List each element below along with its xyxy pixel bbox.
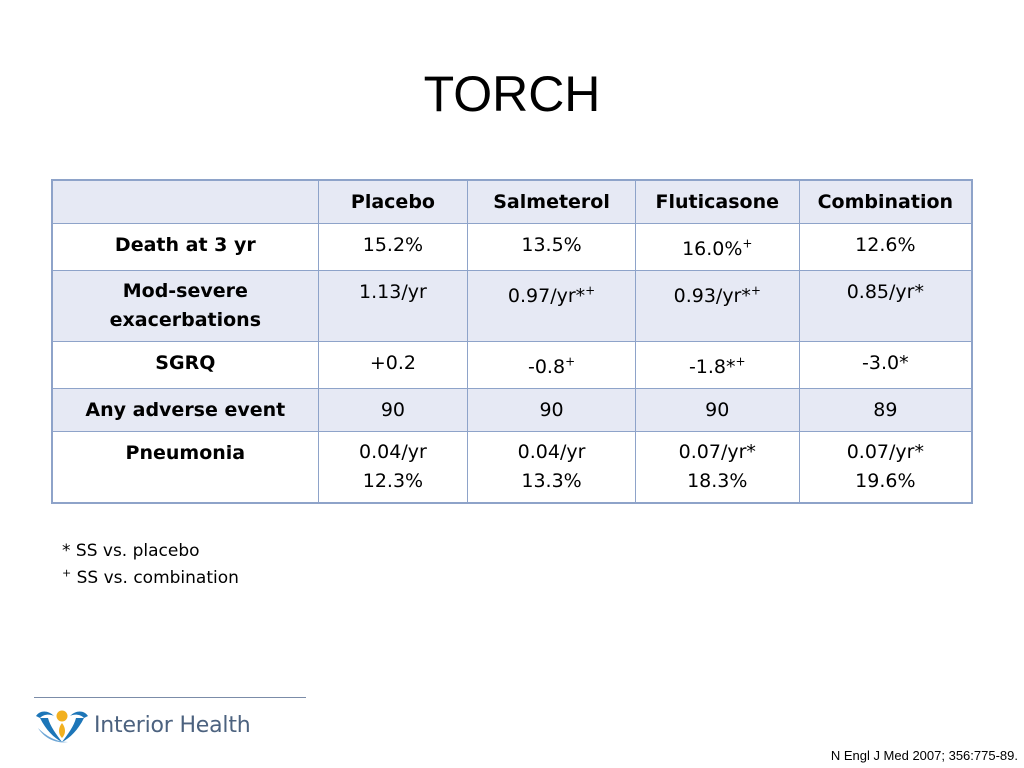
footnotes — [62, 538, 239, 592]
cell-value: -0.8 — [527, 356, 566, 378]
table-cell — [318, 271, 468, 342]
cell-line: 0.04/yr — [517, 441, 586, 463]
row-label-line: Mod-severe — [122, 280, 248, 302]
cell-value: 1.13/yr — [359, 281, 427, 303]
table-cell: 90 — [318, 389, 468, 432]
interior-health-logo-icon — [34, 704, 90, 746]
significance-mark: + — [735, 354, 746, 369]
cell-line: 0.04/yr — [359, 441, 427, 463]
table-cell — [468, 342, 636, 389]
header-placebo: Placebo — [318, 180, 468, 224]
table-cell — [635, 271, 799, 342]
table-cell — [468, 432, 636, 504]
cell-line: 12.3% — [362, 470, 424, 492]
table-header-row — [52, 180, 972, 224]
row-label-death: Death at 3 yr — [52, 224, 318, 271]
cell-value: 0.93/yr* — [673, 285, 751, 307]
cell-value: -1.8* — [688, 356, 736, 378]
table-cell — [318, 432, 468, 504]
header-combination: Combination — [799, 180, 972, 224]
table-row — [52, 432, 972, 504]
cell-line: 19.6% — [855, 470, 916, 492]
cell-line: 0.07/yr* — [678, 441, 756, 463]
table-cell: 89 — [799, 389, 972, 432]
cell-value: -3.0* — [862, 352, 909, 374]
table-row — [52, 224, 972, 271]
cell-line: 13.3% — [521, 470, 582, 492]
torch-results-table — [51, 179, 973, 504]
table-cell: 90 — [635, 389, 799, 432]
cell-value: 13.5% — [521, 234, 582, 256]
cell-line: 18.3% — [687, 470, 748, 492]
header-empty — [52, 180, 318, 224]
table-cell — [468, 224, 636, 271]
table-cell — [635, 342, 799, 389]
table-cell — [318, 224, 468, 271]
table-cell — [635, 432, 799, 504]
cell-value: +0.2 — [369, 352, 416, 374]
row-label-adverse-event: Any adverse event — [52, 389, 318, 432]
cell-value: 15.2% — [362, 234, 424, 256]
cell-value: 12.6% — [855, 234, 916, 256]
table-cell — [799, 224, 972, 271]
row-label-exacerbations — [52, 271, 318, 342]
table-cell — [468, 271, 636, 342]
significance-mark: + — [742, 236, 753, 251]
header-fluticasone: Fluticasone — [635, 180, 799, 224]
table-row — [52, 271, 972, 342]
table-cell — [799, 432, 972, 504]
significance-mark: + — [750, 283, 761, 298]
cell-value: 0.85/yr* — [846, 281, 924, 303]
header-salmeterol: Salmeterol — [468, 180, 636, 224]
table-cell — [635, 224, 799, 271]
row-label-line: exacerbations — [109, 309, 262, 331]
table-row — [52, 342, 972, 389]
logo-text: Interior Health — [94, 712, 251, 738]
table-cell — [799, 271, 972, 342]
logo-divider — [34, 697, 306, 698]
interior-health-logo — [34, 704, 251, 746]
footnote-plus-mark: + — [62, 566, 72, 580]
table-cell: 90 — [468, 389, 636, 432]
cell-value: 16.0% — [682, 238, 743, 260]
table-cell — [799, 342, 972, 389]
cell-value: 0.97/yr* — [507, 285, 586, 307]
significance-mark: + — [565, 354, 576, 369]
row-label-pneumonia: Pneumonia — [52, 432, 318, 504]
row-label-sgrq: SGRQ — [52, 342, 318, 389]
slide-title: TORCH — [423, 66, 601, 122]
table-row — [52, 389, 972, 432]
footnote-plus — [62, 565, 239, 592]
footnote-star: * SS vs. placebo — [62, 541, 200, 561]
footnote-plus-text: SS vs. combination — [71, 568, 239, 588]
cell-line: 0.07/yr* — [846, 441, 924, 463]
table-cell — [318, 342, 468, 389]
citation: N Engl J Med 2007; 356:775-89. — [830, 748, 1018, 763]
significance-mark: + — [585, 283, 596, 298]
